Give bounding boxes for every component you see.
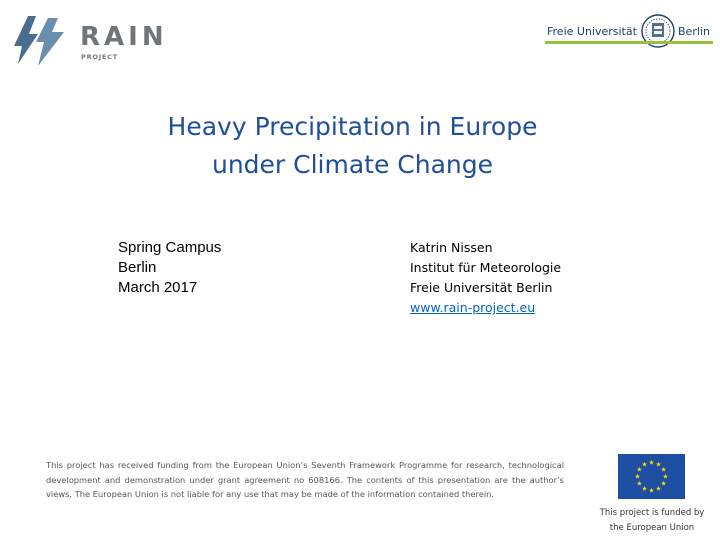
slide-title-line-1: Heavy Precipitation in Europe xyxy=(167,112,538,141)
website-link[interactable]: www.rain-project.eu xyxy=(410,300,536,315)
event-name: Spring Campus xyxy=(118,239,222,256)
slide-title-line-2: under Climate Change xyxy=(211,150,494,179)
rain-lightning-icon xyxy=(8,12,72,68)
eu-flag-icon xyxy=(618,454,685,499)
author-institute: Institut für Meteorologie xyxy=(410,260,562,275)
fu-logo-text-left: Freie Universität xyxy=(547,25,637,38)
fu-logo-underline xyxy=(545,41,713,44)
rain-logo-word: RAIN xyxy=(80,22,168,52)
rain-project-logo xyxy=(8,12,178,68)
eu-caption-line-1: This project is funded by xyxy=(599,508,705,518)
fu-logo-text-right: Berlin xyxy=(678,25,710,38)
funding-disclaimer: This project has received funding from the European Union’s Seventh Framework Programme for research, technological development and demonstration under grant agreement no 608166. The contents of this presentation are the author’s views. The European Union is not liable for any use that may be made of the information contained therein. xyxy=(46,460,564,500)
author-name: Katrin Nissen xyxy=(410,240,493,255)
event-info xyxy=(118,238,221,298)
event-location: Berlin xyxy=(118,259,157,276)
slide-title xyxy=(0,108,705,184)
author-info xyxy=(410,238,561,318)
event-date: March 2017 xyxy=(118,279,198,296)
author-university: Freie Universität Berlin xyxy=(410,280,553,295)
eu-funding-caption xyxy=(588,506,716,536)
fu-berlin-logo xyxy=(545,8,713,54)
eu-caption-line-2: the European Union xyxy=(609,523,695,533)
fu-seal-icon xyxy=(641,10,675,52)
rain-logo-subword: PROJECT xyxy=(81,53,118,61)
